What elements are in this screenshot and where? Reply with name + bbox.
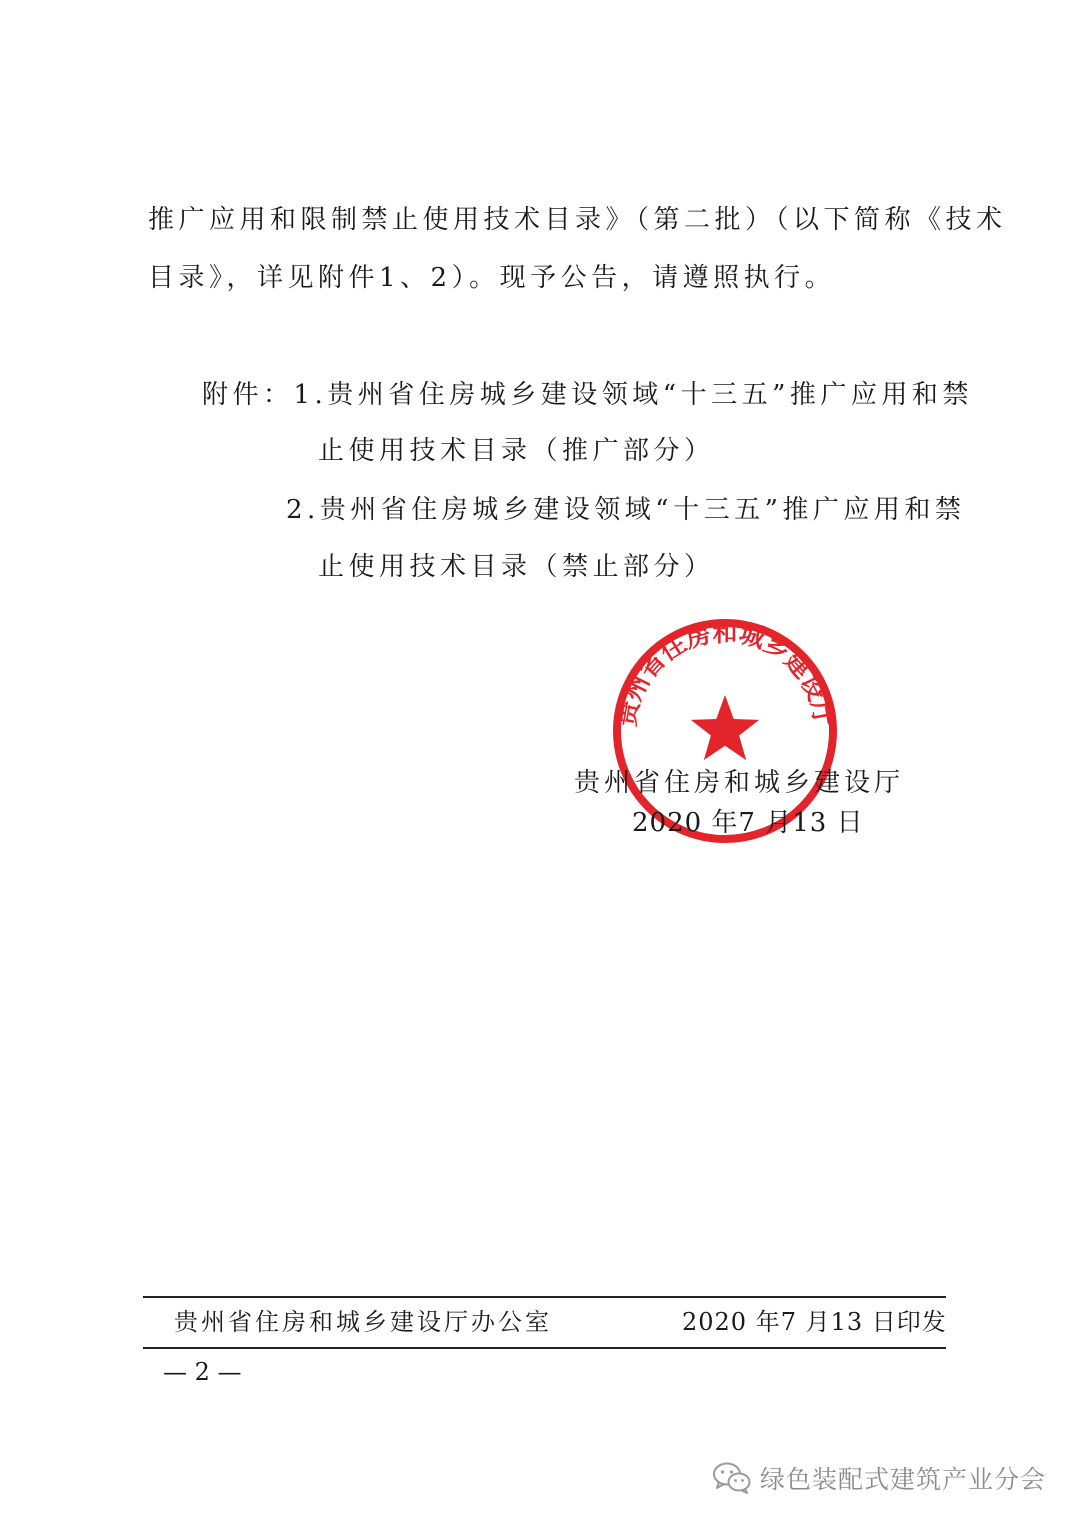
attachment-2-line-2: 止使用技术目录（禁止部分） xyxy=(318,552,715,582)
footer-bottom-rule xyxy=(143,1347,946,1349)
body-paragraph-line-1: 推广应用和限制禁止使用技术目录》（第二批）（以下简称《技术 xyxy=(148,205,1007,235)
attachment-1-line-1: 附件：1.贵州省住房城乡建设领域“十三五”推广应用和禁 xyxy=(202,380,973,410)
page-number: — 2 — xyxy=(163,1358,242,1386)
attachment-1-line-2: 止使用技术目录（推广部分） xyxy=(318,436,715,466)
signature-organization: 贵州省住房和城乡建设厅 xyxy=(574,768,905,798)
seal-text: 贵州省住房和城乡建设厅 xyxy=(611,618,839,729)
signature-date: 2020 年7 月13 日 xyxy=(632,808,864,838)
wechat-icon xyxy=(712,1461,752,1495)
attachment-2-line-1: 2.贵州省住房城乡建设领域“十三五”推广应用和禁 xyxy=(286,495,966,525)
body-paragraph-line-2: 目录》，详见附件1、2）。现予公告，请遵照执行。 xyxy=(148,263,836,293)
watermark xyxy=(712,1460,1046,1496)
seal-star-icon xyxy=(691,695,759,760)
footer-issue-date: 2020 年7 月13 日印发 xyxy=(682,1308,947,1336)
footer-top-rule xyxy=(143,1296,946,1298)
footer-issuer: 贵州省住房和城乡建设厅办公室 xyxy=(174,1308,552,1336)
watermark-text: 绿色装配式建筑产业分会 xyxy=(760,1465,1047,1494)
